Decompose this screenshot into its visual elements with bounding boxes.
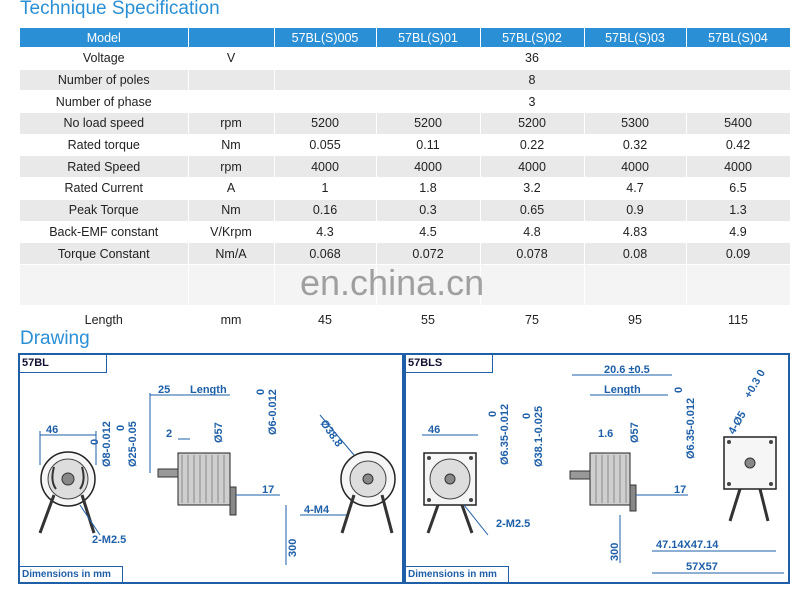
- header-cell: 57BL(S)005: [274, 28, 376, 48]
- param-unit: rpm: [188, 156, 274, 178]
- param-value: 3.2: [480, 178, 584, 200]
- dim-25: 25: [158, 384, 171, 396]
- dim-pilot-tol: 0: [115, 424, 127, 431]
- param-unit: Nm/A: [188, 243, 274, 265]
- dim-46: 46: [46, 424, 59, 436]
- tag-divider: [106, 355, 107, 373]
- param-name: Back-EMF constant: [20, 221, 188, 243]
- param-value: 0.055: [274, 134, 376, 156]
- param-name: Voltage: [20, 48, 188, 70]
- param-unit: A: [188, 178, 274, 200]
- dim-20-6: 20.6 ±0.5: [604, 364, 650, 376]
- dim-shaft: Ø6.35-0.012: [499, 403, 511, 465]
- param-value: 4000: [376, 156, 480, 178]
- param-value: 0.9: [584, 199, 686, 221]
- header-cell: Model: [20, 28, 188, 48]
- param-value: 0.068: [274, 243, 376, 265]
- dim-length: Length: [190, 384, 227, 396]
- tag-divider: [492, 355, 493, 373]
- param-value: 95: [584, 305, 686, 329]
- spec-title: Technique Specification: [20, 0, 220, 19]
- tag-divider: [20, 372, 106, 373]
- header-cell: 57BL(S)03: [584, 28, 686, 48]
- drawing-tag: 57BLS: [408, 357, 443, 369]
- param-unit: Nm: [188, 199, 274, 221]
- units-note: Dimensions in mm: [20, 566, 123, 582]
- dim-pilot: Ø25-0.05: [127, 421, 139, 467]
- dim-17: 17: [674, 484, 687, 496]
- dim-holes: 4-Ø5: [726, 409, 749, 437]
- param-value: 5200: [274, 113, 376, 135]
- side-view-left: [150, 393, 286, 565]
- dim-1-6: 1.6: [598, 428, 614, 440]
- header-cell: [188, 28, 274, 48]
- dim-tail-tol: 0: [673, 386, 685, 393]
- dim-300: 300: [287, 538, 299, 557]
- header-cell: 57BL(S)02: [480, 28, 584, 48]
- param-value: 8: [274, 69, 790, 91]
- param-value: 45: [274, 305, 376, 329]
- dim-pilot: Ø38.1-0.025: [533, 405, 545, 467]
- dim-shaft: Ø8-0.012: [101, 421, 113, 467]
- param-name: No load speed: [20, 113, 188, 135]
- table-row: [20, 199, 790, 221]
- param-value: 4000: [686, 156, 790, 178]
- param-name: Torque Constant: [20, 243, 188, 265]
- param-name: Number of poles: [20, 69, 188, 91]
- dim-length: Length: [604, 384, 641, 396]
- param-value: 4000: [584, 156, 686, 178]
- param-value: 0.08: [584, 243, 686, 265]
- param-name: Rated Speed: [20, 156, 188, 178]
- param-value: 4.5: [376, 221, 480, 243]
- table-row: [20, 156, 790, 178]
- param-unit: rpm: [188, 113, 274, 135]
- param-value: 36: [274, 48, 790, 70]
- param-unit: [188, 69, 274, 91]
- units-note: Dimensions in mm: [406, 566, 509, 582]
- dim-shaft-tol: 0: [89, 438, 101, 445]
- dim-square: 47.14X47.14: [656, 539, 719, 551]
- rear-view-right: [652, 437, 784, 573]
- param-value: 6.5: [686, 178, 790, 200]
- drawing-panel-57bl: [18, 353, 404, 584]
- dim-2: 2: [166, 428, 173, 440]
- dim-57: Ø57: [213, 422, 225, 443]
- dim-tail: Ø6.35-0.012: [685, 397, 697, 459]
- header-cell: 57BL(S)04: [686, 28, 790, 48]
- param-value: 0.072: [376, 243, 480, 265]
- watermark: en.china.cn: [300, 262, 485, 303]
- param-value: 1.3: [686, 199, 790, 221]
- param-name: Peak Torque: [20, 199, 188, 221]
- motor-drawing-57bls: [406, 355, 788, 582]
- param-value: 75: [480, 305, 584, 329]
- param-name: Rated Current: [20, 178, 188, 200]
- table-row: [20, 69, 790, 91]
- param-value: 0.32: [584, 134, 686, 156]
- tag-divider: [406, 372, 492, 373]
- param-value: 1: [274, 178, 376, 200]
- param-value: 55: [376, 305, 480, 329]
- table-header-row: [20, 28, 790, 48]
- drawing-panel-57bls: [404, 353, 790, 584]
- param-value: 0.3: [376, 199, 480, 221]
- param-value: 0.22: [480, 134, 584, 156]
- dim-bolt: Ø38.8: [317, 417, 345, 450]
- header-cell: 57BL(S)01: [376, 28, 480, 48]
- param-value: 4.7: [584, 178, 686, 200]
- dim-holes-tol: +0.3 0: [742, 367, 769, 401]
- table-row: [20, 178, 790, 200]
- param-value: 4000: [274, 156, 376, 178]
- param-unit: [188, 91, 274, 113]
- table-row: [20, 48, 790, 70]
- table-row: [20, 221, 790, 243]
- param-value: 4.9: [686, 221, 790, 243]
- param-value: 5300: [584, 113, 686, 135]
- dim-57: Ø57: [629, 422, 641, 443]
- param-value: 0.11: [376, 134, 480, 156]
- param-value: 4.83: [584, 221, 686, 243]
- param-value: 0.078: [480, 243, 584, 265]
- param-value: 4.8: [480, 221, 584, 243]
- param-value: 5200: [376, 113, 480, 135]
- param-name: Number of phase: [20, 91, 188, 113]
- dim-17: 17: [262, 484, 275, 496]
- table-row: [20, 113, 790, 135]
- motor-drawing-57bl: [20, 355, 402, 582]
- dim-m25: 2-M2.5: [496, 518, 531, 530]
- param-unit: Nm: [188, 134, 274, 156]
- param-unit: mm: [188, 305, 274, 329]
- param-value: 0.09: [686, 243, 790, 265]
- dim-46: 46: [428, 424, 441, 436]
- table-row: [20, 134, 790, 156]
- dim-tail: Ø6-0.012: [267, 389, 279, 435]
- table-row: [20, 91, 790, 113]
- drawing-tag: 57BL: [22, 357, 49, 369]
- param-value: 0.65: [480, 199, 584, 221]
- param-name: Length: [20, 305, 188, 329]
- param-value: 4.3: [274, 221, 376, 243]
- dim-300: 300: [609, 542, 621, 561]
- param-value: 5200: [480, 113, 584, 135]
- param-unit: V: [188, 48, 274, 70]
- param-value: 4000: [480, 156, 584, 178]
- dim-57x57: 57X57: [686, 561, 718, 573]
- table-row-length: [20, 305, 790, 329]
- dim-m4: 4-M4: [304, 504, 330, 516]
- dim-m25: 2-M2.5: [92, 534, 127, 546]
- param-value: 115: [686, 305, 790, 329]
- param-value: 3: [274, 91, 790, 113]
- side-view-right: [570, 375, 688, 563]
- param-unit: V/Krpm: [188, 221, 274, 243]
- param-value: 0.16: [274, 199, 376, 221]
- drawing-title: Drawing: [20, 328, 90, 349]
- param-name: Rated torque: [20, 134, 188, 156]
- dim-tail-tol: 0: [255, 388, 267, 395]
- param-value: 1.8: [376, 178, 480, 200]
- front-view-right: [422, 435, 488, 535]
- front-view-left: [40, 431, 100, 535]
- dim-pilot-tol: 0: [521, 412, 533, 419]
- dim-shaft-tol: 0: [487, 410, 499, 417]
- param-value: 0.42: [686, 134, 790, 156]
- param-value: 5400: [686, 113, 790, 135]
